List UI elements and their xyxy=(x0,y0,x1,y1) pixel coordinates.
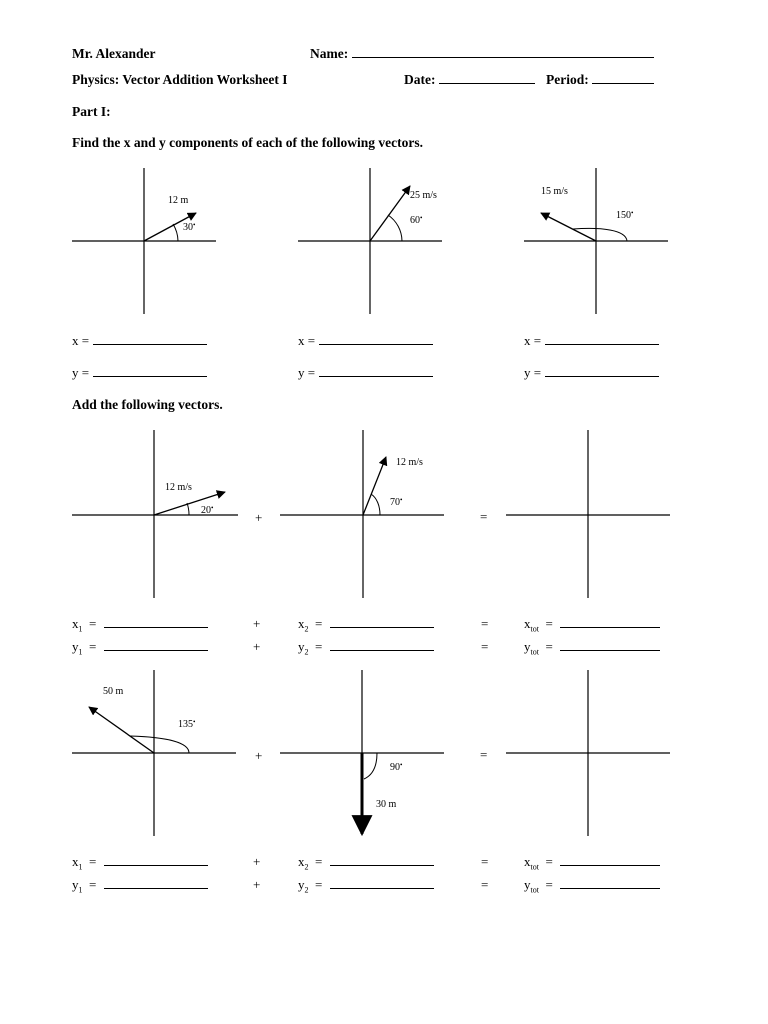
angle-arc xyxy=(173,224,178,241)
answer-blank[interactable] xyxy=(560,616,660,628)
plus-sign: + xyxy=(253,616,261,631)
answer-blank[interactable] xyxy=(560,877,660,889)
answer-blank[interactable] xyxy=(560,639,660,651)
angle-label: 90• xyxy=(390,761,403,773)
name-label: Name: xyxy=(310,46,349,61)
part-label: Part I: xyxy=(72,104,111,119)
worksheet-title: Physics: Vector Addition Worksheet I xyxy=(72,72,288,87)
answer-blank[interactable] xyxy=(330,616,434,628)
answer-blank[interactable] xyxy=(104,616,208,628)
equals-sign: = xyxy=(481,616,489,631)
answer-y-3: y = xyxy=(524,365,659,381)
diagram-add-1a xyxy=(72,430,238,598)
magnitude-label: 12 m xyxy=(168,195,189,206)
date-label: Date: xyxy=(404,72,436,87)
vector-arrow xyxy=(154,492,225,515)
diagram-components-3 xyxy=(524,168,668,314)
magnitude-label: 50 m xyxy=(103,686,124,697)
diagram-add-2-result xyxy=(506,670,670,836)
answer-blank[interactable] xyxy=(330,854,434,866)
add1-y2: $y_2$ = xyxy=(298,639,434,657)
vector-arrow xyxy=(363,457,386,515)
add1-ytot: $y_{tot}$ = xyxy=(524,639,660,657)
plus-sign: + xyxy=(253,877,261,892)
angle-label: 70• xyxy=(390,496,403,508)
angle-arc xyxy=(130,736,189,753)
add1-x2: $x_2$ = xyxy=(298,616,434,634)
add1-xtot: $x_{tot}$ = xyxy=(524,616,660,634)
add2-y2: $y_2$ = xyxy=(298,877,434,895)
vector-arrow xyxy=(541,213,596,241)
answer-blank[interactable] xyxy=(104,877,208,889)
answer-y-2: y = xyxy=(298,365,433,381)
diagram-add-1b xyxy=(280,430,444,598)
answer-blank[interactable] xyxy=(104,854,208,866)
add2-ytot: $y_{tot}$ = xyxy=(524,877,660,895)
teacher-name: Mr. Alexander xyxy=(72,46,156,61)
answer-y-1: y = xyxy=(72,365,207,381)
answer-x-3: x = xyxy=(524,333,659,349)
add1-y1: $y_1$ = xyxy=(72,639,208,657)
angle-arc xyxy=(187,503,189,515)
equals-sign: = xyxy=(481,854,489,869)
angle-arc xyxy=(573,228,627,241)
angle-arc xyxy=(364,753,377,779)
plus-sign: + xyxy=(255,510,263,525)
answer-blank[interactable] xyxy=(93,365,207,377)
add1-x1: $x_1$ = xyxy=(72,616,208,634)
answer-blank[interactable] xyxy=(93,333,207,345)
answer-x-2: x = xyxy=(298,333,433,349)
vector-arrow xyxy=(89,707,154,753)
equals-sign: = xyxy=(480,747,488,762)
diagram-components-1 xyxy=(72,168,216,314)
magnitude-label: 12 m/s xyxy=(396,457,423,468)
magnitude-label: 15 m/s xyxy=(541,186,568,197)
magnitude-label: 30 m xyxy=(376,799,397,810)
equals-sign: = xyxy=(481,877,489,892)
vector-arrow xyxy=(370,186,410,241)
angle-label: 30• xyxy=(183,221,196,233)
magnitude-label: 25 m/s xyxy=(410,190,437,201)
answer-blank[interactable] xyxy=(545,333,659,345)
answer-blank[interactable] xyxy=(545,365,659,377)
angle-label: 150• xyxy=(616,209,634,221)
angle-arc xyxy=(388,215,402,241)
add2-xtot: $x_{tot}$ = xyxy=(524,854,660,872)
diagram-components-2 xyxy=(298,168,442,314)
equals-sign: = xyxy=(481,639,489,654)
answer-blank[interactable] xyxy=(104,639,208,651)
angle-label: 135• xyxy=(178,718,196,730)
plus-sign: + xyxy=(253,854,261,869)
answer-blank[interactable] xyxy=(330,639,434,651)
answer-x-1: x = xyxy=(72,333,207,349)
plus-sign: + xyxy=(253,639,261,654)
add2-x2: $x_2$ = xyxy=(298,854,434,872)
angle-label: 20• xyxy=(201,504,214,516)
add2-y1: $y_1$ = xyxy=(72,877,208,895)
add-instructions: Add the following vectors. xyxy=(72,397,223,412)
add2-x1: $x_1$ = xyxy=(72,854,208,872)
period-label: Period: xyxy=(546,72,589,87)
angle-arc xyxy=(371,494,380,515)
answer-blank[interactable] xyxy=(330,877,434,889)
equals-sign: = xyxy=(480,509,488,524)
answer-blank[interactable] xyxy=(319,333,433,345)
plus-sign: + xyxy=(255,748,263,763)
magnitude-label: 12 m/s xyxy=(165,482,192,493)
diagram-add-1-result xyxy=(506,430,670,598)
answer-blank[interactable] xyxy=(319,365,433,377)
answer-blank[interactable] xyxy=(560,854,660,866)
angle-label: 60• xyxy=(410,214,423,226)
diagram-add-2b xyxy=(280,670,444,834)
diagram-add-2a xyxy=(72,670,236,836)
components-instructions: Find the x and y components of each of the following vectors. xyxy=(72,135,423,150)
